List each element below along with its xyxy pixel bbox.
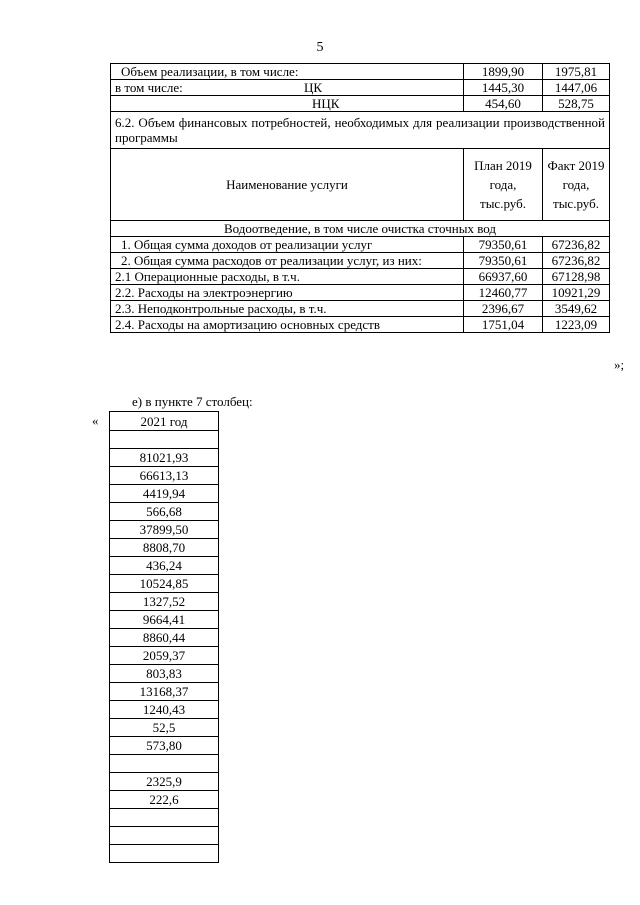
cell-value: 4419,94 — [110, 485, 219, 503]
row-label: 2.2. Расходы на электроэнергию — [111, 285, 464, 301]
table-header-row — [110, 412, 219, 431]
cell-value: 1327,52 — [110, 593, 219, 611]
finance-table — [110, 63, 610, 333]
cell-value — [110, 845, 219, 863]
column-header: 2021 год — [110, 412, 219, 431]
table-row — [111, 64, 610, 80]
cell-value: 81021,93 — [110, 449, 219, 467]
table-row — [110, 773, 219, 791]
cell-value: 8860,44 — [110, 629, 219, 647]
table-row — [110, 809, 219, 827]
table-row — [110, 683, 219, 701]
table-row — [110, 539, 219, 557]
table-row — [110, 737, 219, 755]
cell-value: 2059,37 — [110, 647, 219, 665]
row-prefix: в том числе: — [115, 80, 183, 95]
table-row — [110, 521, 219, 539]
row-label — [111, 80, 464, 96]
table-row — [110, 503, 219, 521]
cell-value: 52,5 — [110, 719, 219, 737]
cell-value: 79350,61 — [464, 253, 543, 269]
table-row — [110, 647, 219, 665]
row-label: 2. Общая сумма расходов от реализации услуг, из них: — [111, 253, 464, 269]
cell-value: 454,60 — [464, 96, 543, 112]
cell-value: 1975,81 — [543, 64, 610, 80]
cell-value: 79350,61 — [464, 237, 543, 253]
cell-value: 573,80 — [110, 737, 219, 755]
table-row — [110, 557, 219, 575]
cell-value: 222,6 — [110, 791, 219, 809]
table-header-row — [111, 149, 610, 221]
table-row — [110, 629, 219, 647]
subheader: Водоотведение, в том числе очистка сточных вод — [111, 221, 610, 237]
header-plan: План 2019 года, тыс.руб. — [464, 149, 543, 221]
open-quote: « — [92, 413, 99, 428]
table-row — [110, 611, 219, 629]
cell-value: 1240,43 — [110, 701, 219, 719]
table-row — [111, 285, 610, 301]
cell-value — [110, 827, 219, 845]
row-label — [111, 96, 464, 112]
cell-value: 37899,50 — [110, 521, 219, 539]
cell-value: 67128,98 — [543, 269, 610, 285]
row-label: 2.1 Операционные расходы, в т.ч. — [111, 269, 464, 285]
cell-value: 8808,70 — [110, 539, 219, 557]
table-row — [111, 301, 610, 317]
row-label: Объем реализации, в том числе: — [111, 64, 464, 80]
cell-value: 13168,37 — [110, 683, 219, 701]
cell-value: 1445,30 — [464, 80, 543, 96]
cell-value: 3549,62 — [543, 301, 610, 317]
page-number: 5 — [316, 40, 324, 55]
table-row — [111, 80, 610, 96]
cell-value: 66937,60 — [464, 269, 543, 285]
section-title: 6.2. Объем финансовых потребностей, необходимых для реализации производственной программы — [111, 112, 610, 149]
cell-value: 1223,09 — [543, 317, 610, 333]
cell-value: 1899,90 — [464, 64, 543, 80]
table-row — [110, 665, 219, 683]
cell-value: 2396,67 — [464, 301, 543, 317]
cell-value — [110, 755, 219, 773]
table-row — [111, 317, 610, 333]
cell-value: 803,83 — [110, 665, 219, 683]
table-row — [110, 431, 219, 449]
table-row — [110, 719, 219, 737]
cell-value: 528,75 — [543, 96, 610, 112]
table-row — [110, 485, 219, 503]
table-row — [110, 449, 219, 467]
table-row — [111, 221, 610, 237]
cell-value: 9664,41 — [110, 611, 219, 629]
header-service: Наименование услуги — [111, 149, 464, 221]
table-row — [111, 237, 610, 253]
cell-value: 2325,9 — [110, 773, 219, 791]
cell-value: 1447,06 — [543, 80, 610, 96]
table-row — [110, 701, 219, 719]
cell-value: 1751,04 — [464, 317, 543, 333]
table-row — [110, 845, 219, 863]
column-2021-table — [109, 411, 219, 863]
header-fact: Факт 2019 года, тыс.руб. — [543, 149, 610, 221]
row-label: 2.3. Неподконтрольные расходы, в т.ч. — [111, 301, 464, 317]
row-sublabel: ЦК — [304, 80, 323, 95]
closing-quote: »; — [614, 357, 625, 372]
row-sublabel: НЦК — [312, 96, 340, 111]
table-row — [111, 112, 610, 149]
cell-value: 66613,13 — [110, 467, 219, 485]
cell-value — [110, 809, 219, 827]
table-row — [110, 827, 219, 845]
cell-value: 67236,82 — [543, 253, 610, 269]
row-label: 2.4. Расходы на амортизацию основных средств — [111, 317, 464, 333]
table-row — [110, 467, 219, 485]
cell-value: 566,68 — [110, 503, 219, 521]
cell-value: 12460,77 — [464, 285, 543, 301]
cell-value: 10921,29 — [543, 285, 610, 301]
row-label: 1. Общая сумма доходов от реализации услуг — [111, 237, 464, 253]
cell-value — [110, 431, 219, 449]
section-e-intro: е) в пункте 7 столбец: — [132, 394, 253, 409]
cell-value: 10524,85 — [110, 575, 219, 593]
table-row — [110, 575, 219, 593]
table-row — [110, 593, 219, 611]
table-row — [111, 253, 610, 269]
table-row — [111, 96, 610, 112]
table-row — [110, 755, 219, 773]
table-row — [111, 269, 610, 285]
table-row — [110, 791, 219, 809]
cell-value: 436,24 — [110, 557, 219, 575]
cell-value: 67236,82 — [543, 237, 610, 253]
